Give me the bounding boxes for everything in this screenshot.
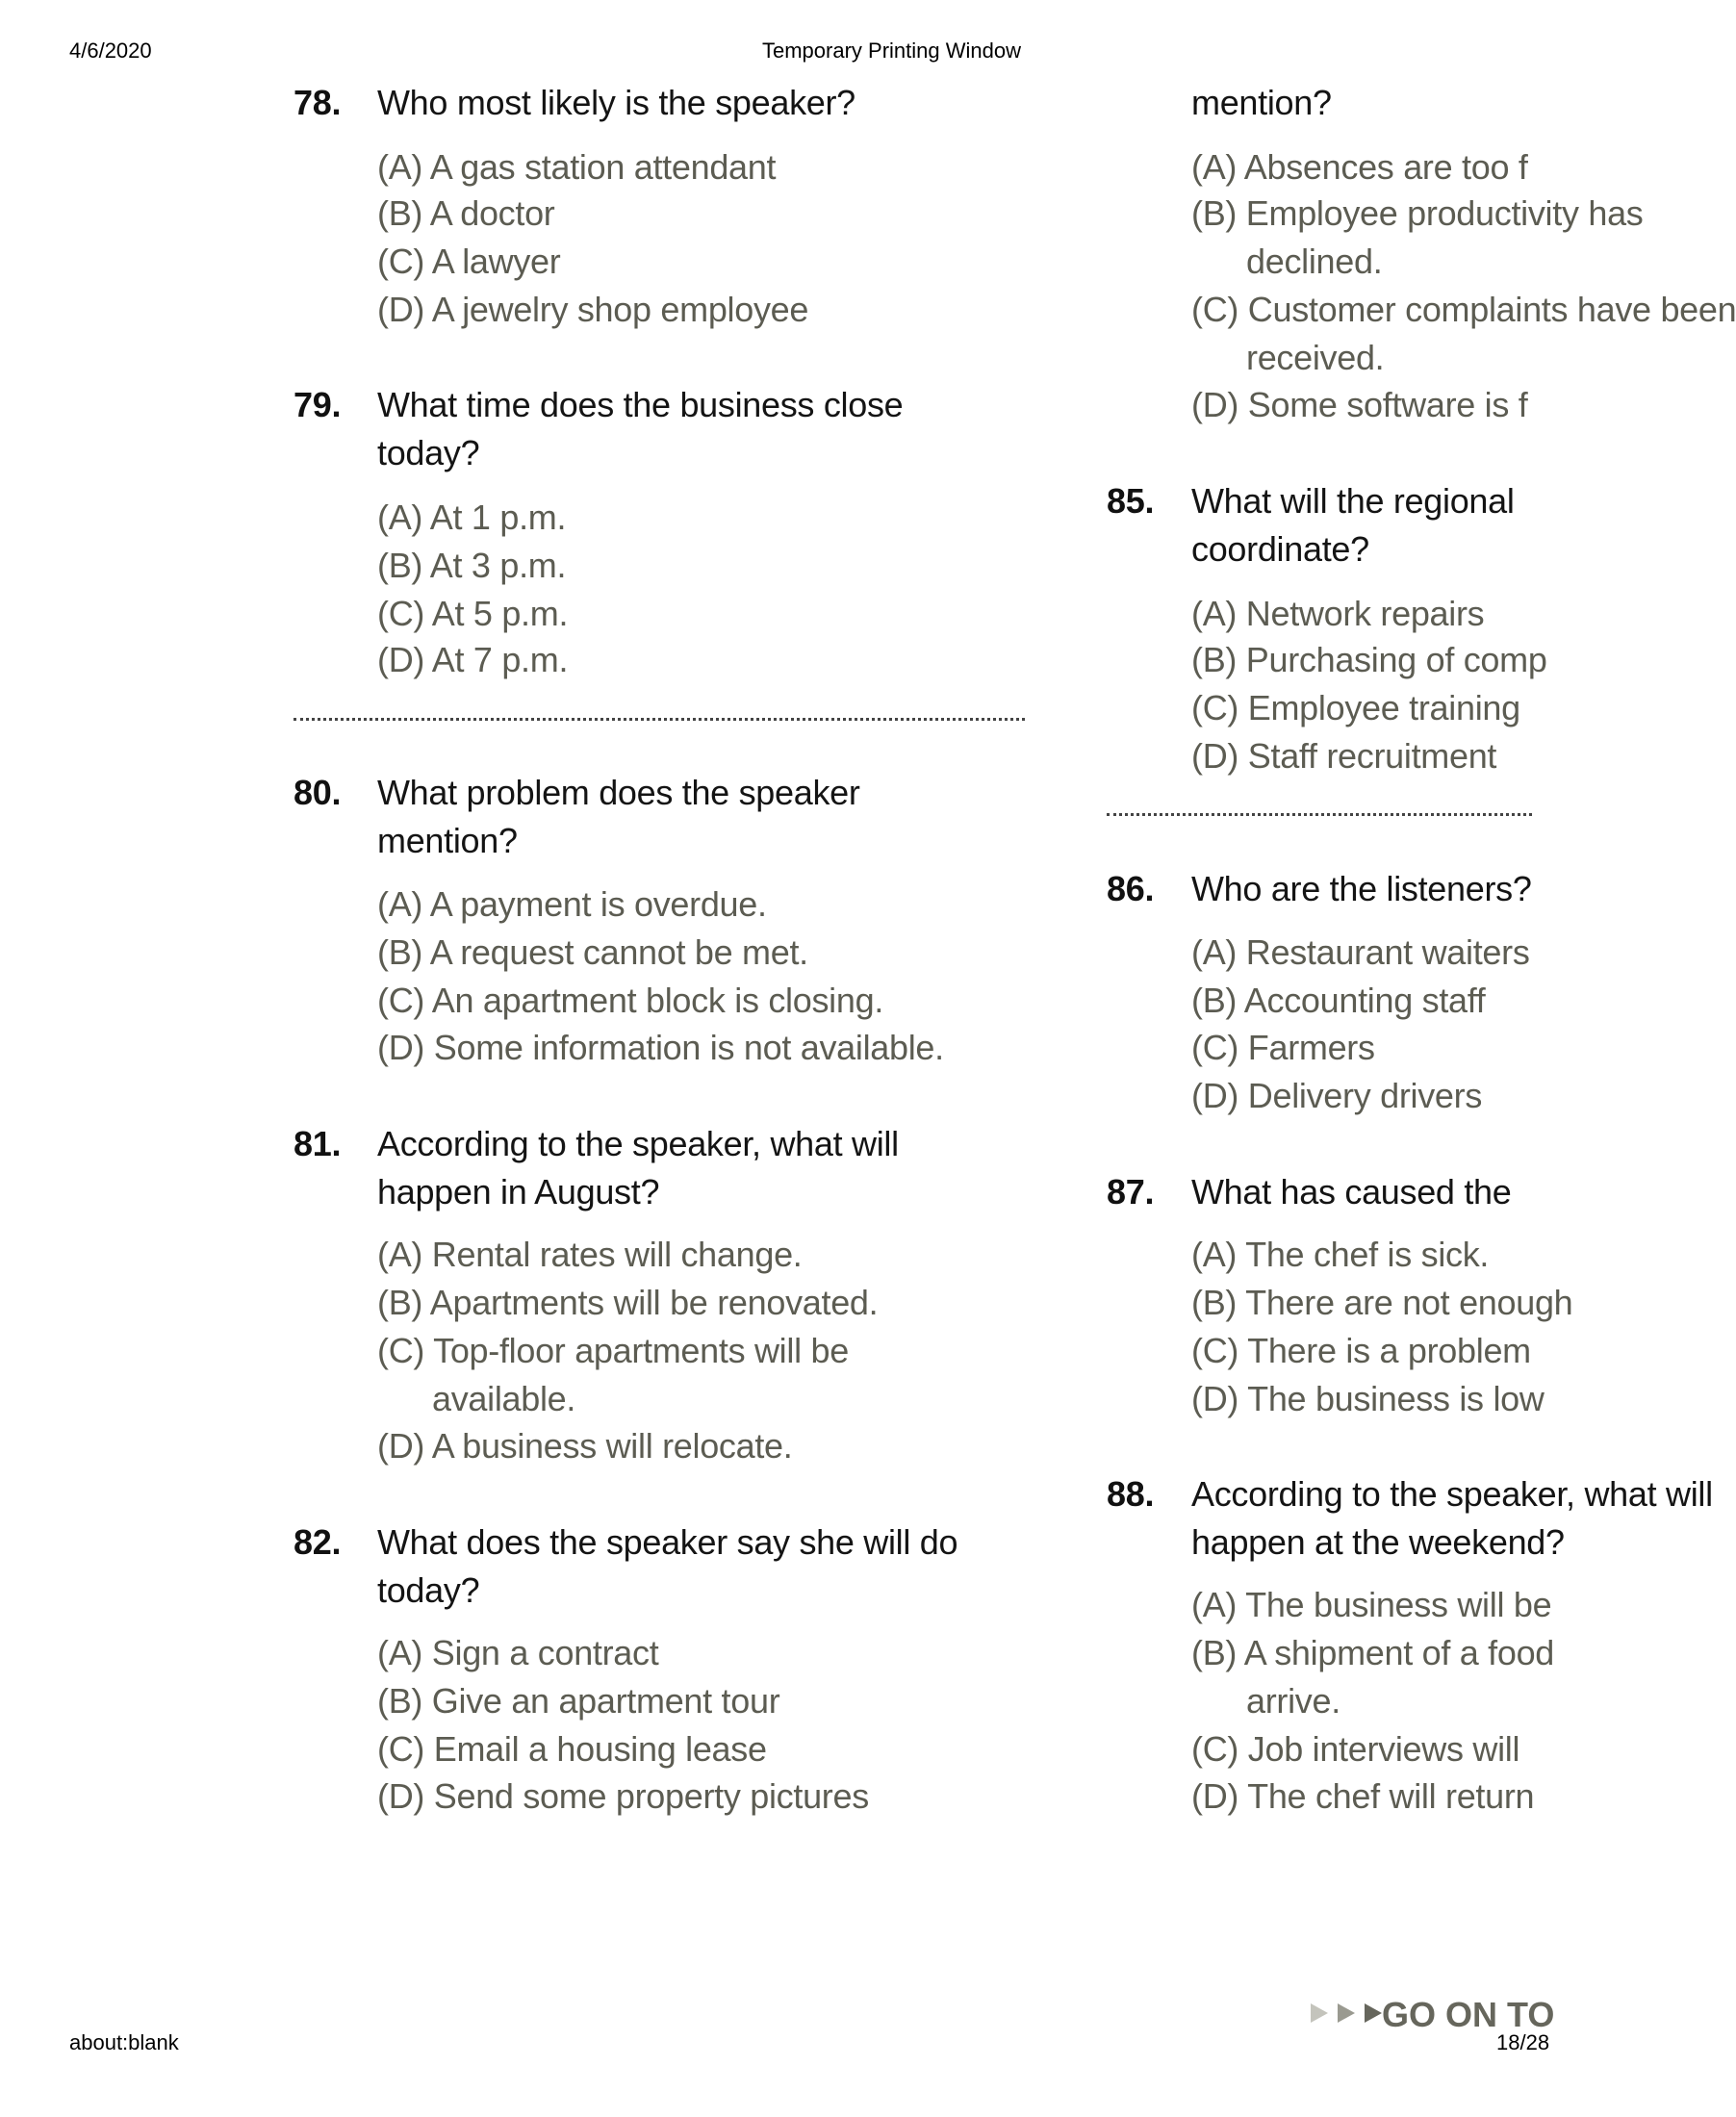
go-on-text: GO ON TO — [1382, 1995, 1555, 2034]
answer-option: (B) Apartments will be renovated. — [377, 1283, 879, 1322]
answer-option: (A) Sign a contract — [377, 1633, 659, 1672]
page-number: 18/28 — [1496, 2030, 1550, 2054]
question-number: 80. — [294, 773, 342, 812]
answer-option: (D) The chef will return — [1191, 1776, 1535, 1816]
answer-option: (B) There are not enough — [1191, 1283, 1573, 1322]
answer-option: (C) At 5 p.m. — [377, 594, 569, 633]
answer-option: received. — [1246, 338, 1385, 377]
answer-option: (D) Some software is f — [1191, 385, 1528, 424]
answer-option: (B) Purchasing of comp — [1191, 640, 1547, 679]
answer-option: declined. — [1246, 242, 1383, 281]
answer-option: (D) The business is low — [1191, 1379, 1545, 1418]
question-text: What does the speaker say she will do — [377, 1522, 958, 1562]
answer-option: (D) At 7 p.m. — [377, 640, 569, 679]
question-number: 85. — [1107, 481, 1155, 521]
answer-option: (B) Accounting staff — [1191, 981, 1486, 1020]
answer-option: (C) Employee training — [1191, 688, 1520, 727]
answer-option: (C) There is a problem — [1191, 1331, 1531, 1370]
question-text: Who are the listeners? — [1191, 869, 1532, 908]
answer-option: (C) Email a housing lease — [377, 1729, 767, 1769]
answer-option: available. — [432, 1379, 576, 1418]
answer-option: (A) Rental rates will change. — [377, 1235, 803, 1274]
answer-option: (A) At 1 p.m. — [377, 497, 567, 537]
answer-option: (D) Send some property pictures — [377, 1776, 869, 1816]
answer-option: (B) Employee productivity has — [1191, 193, 1644, 233]
answer-option: (B) A shipment of a food — [1191, 1633, 1555, 1672]
question-number: 78. — [294, 83, 342, 122]
answer-option: (B) At 3 p.m. — [377, 546, 567, 585]
question-text: What time does the business close — [377, 385, 904, 424]
window-title: Temporary Printing Window — [762, 38, 1021, 63]
go-on-indicator — [1311, 1994, 1555, 2034]
question-text: coordinate? — [1191, 529, 1369, 569]
question-number: 88. — [1107, 1474, 1155, 1514]
answer-option: arrive. — [1246, 1681, 1340, 1721]
answer-option: (A) A gas station attendant — [377, 147, 777, 187]
arrow-icon — [1338, 2003, 1355, 2023]
answer-option: (A) The chef is sick. — [1191, 1235, 1490, 1274]
answer-option: (A) Absences are too f — [1191, 147, 1528, 187]
question-number: 82. — [294, 1522, 342, 1562]
answer-option: (C) An apartment block is closing. — [377, 981, 884, 1020]
arrow-icon — [1365, 2003, 1382, 2023]
question-text: happen in August? — [377, 1172, 660, 1212]
answer-option: (C) Top-floor apartments will be — [377, 1331, 849, 1370]
answer-option: (D) A business will relocate. — [377, 1426, 793, 1466]
answer-option: (C) A lawyer — [377, 242, 561, 281]
section-divider — [1107, 813, 1532, 816]
question-text: According to the speaker, what will — [377, 1124, 899, 1163]
question-number: 87. — [1107, 1172, 1155, 1212]
question-text: today? — [377, 1570, 480, 1610]
answer-option: (D) A jewelry shop employee — [377, 290, 809, 329]
question-text: mention? — [1191, 83, 1332, 122]
answer-option: (B) A doctor — [377, 193, 555, 233]
print-date: 4/6/2020 — [69, 38, 152, 63]
question-text: What problem does the speaker — [377, 773, 860, 812]
question-number: 81. — [294, 1124, 342, 1163]
answer-option: (C) Job interviews will — [1191, 1729, 1520, 1769]
answer-option: (C) Customer complaints have been — [1191, 290, 1736, 329]
page-url: about:blank — [69, 2030, 179, 2054]
question-text: today? — [377, 433, 480, 472]
question-text: According to the speaker, what will — [1191, 1474, 1713, 1514]
answer-option: (A) Network repairs — [1191, 594, 1485, 633]
question-number: 86. — [1107, 869, 1155, 908]
answer-option: (B) A request cannot be met. — [377, 932, 808, 972]
answer-option: (D) Some information is not available. — [377, 1028, 944, 1067]
question-text: Who most likely is the speaker? — [377, 83, 855, 122]
answer-option: (D) Delivery drivers — [1191, 1076, 1483, 1115]
arrow-icon — [1311, 2003, 1328, 2023]
right-question-column — [1097, 0, 1736, 2117]
answer-option: (D) Staff recruitment — [1191, 736, 1497, 776]
answer-option: (A) The business will be — [1191, 1585, 1552, 1624]
question-text: happen at the weekend? — [1191, 1522, 1565, 1562]
question-text: What will the regional — [1191, 481, 1515, 521]
answer-option: (C) Farmers — [1191, 1028, 1375, 1067]
question-text: What has caused the — [1191, 1172, 1512, 1212]
left-question-column — [279, 0, 1049, 2117]
question-text: mention? — [377, 821, 518, 860]
answer-option: (B) Give an apartment tour — [377, 1681, 780, 1721]
answer-option: (A) Restaurant waiters — [1191, 932, 1530, 972]
question-number: 79. — [294, 385, 342, 424]
section-divider — [294, 718, 1025, 721]
answer-option: (A) A payment is overdue. — [377, 884, 767, 924]
